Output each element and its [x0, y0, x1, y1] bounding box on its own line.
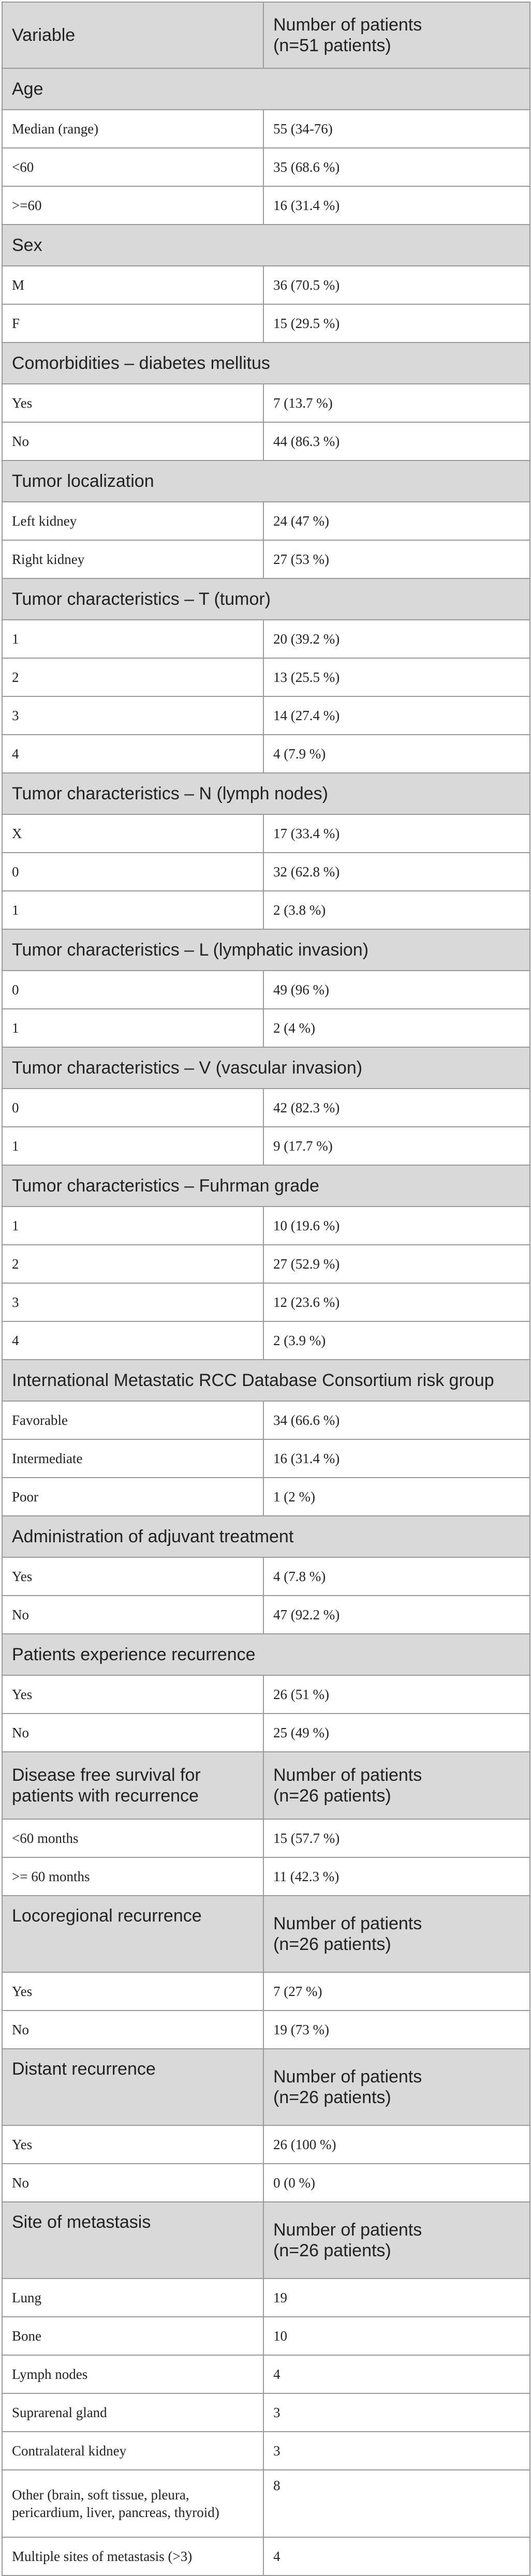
sub-header-site-of-metastasis [2, 2202, 530, 2279]
sub-header-disease-free-survival [2, 1752, 530, 1819]
section-adjuvant-treatment [2, 1516, 530, 1557]
row-label: 4 [2, 1321, 263, 1360]
table-row [2, 148, 530, 186]
row-value: 44 (86.3 %) [263, 422, 530, 460]
row-value: 15 (57.7 %) [263, 1819, 530, 1857]
section-title: Age [2, 68, 530, 110]
row-value: 26 (100 %) [263, 2125, 530, 2164]
row-value: 8 [263, 2470, 530, 2537]
section-title: Tumor localization [2, 460, 530, 502]
row-value: 10 (19.6 %) [263, 1207, 530, 1245]
table-row [2, 2393, 530, 2432]
row-label: Median (range) [2, 110, 263, 148]
table-row [2, 540, 530, 578]
table-row [2, 735, 530, 773]
section-comorbidities [2, 343, 530, 384]
row-value: 47 (92.2 %) [263, 1596, 530, 1634]
sub-count-line1: Number of patients [273, 1914, 422, 1933]
table-row [2, 696, 530, 735]
table-row [2, 2279, 530, 2317]
table-row [2, 1009, 530, 1047]
row-label: Contralateral kidney [2, 2432, 263, 2470]
row-label [2, 2470, 263, 2537]
header-variable: Variable [2, 2, 263, 68]
row-label: 4 [2, 735, 263, 773]
sub-count-line1: Number of patients [273, 2220, 422, 2240]
header-patients [263, 2, 530, 68]
table-row [2, 266, 530, 304]
row-value: 4 (7.8 %) [263, 1557, 530, 1596]
row-label: 2 [2, 658, 263, 696]
row-value: 34 (66.6 %) [263, 1401, 530, 1439]
row-value: 10 [263, 2317, 530, 2355]
table-row [2, 853, 530, 891]
row-label: Lymph nodes [2, 2355, 263, 2393]
table-row [2, 971, 530, 1009]
row-label: >= 60 months [2, 1857, 263, 1896]
row-label: Suprarenal gland [2, 2393, 263, 2432]
section-title: Tumor characteristics – V (vascular invasion) [2, 1047, 530, 1089]
row-label: No [2, 2164, 263, 2202]
row-value: 9 (17.7 %) [263, 1127, 530, 1165]
section-title: Tumor characteristics – T (tumor) [2, 578, 530, 620]
table-header-row [2, 2, 530, 68]
sub-header-title: Locoregional recurrence [2, 1896, 263, 1972]
header-patients-line1: Number of patients [273, 15, 422, 35]
section-tumor-l [2, 929, 530, 971]
table-row [2, 1283, 530, 1321]
row-label: Yes [2, 2125, 263, 2164]
row-label: No [2, 2011, 263, 2049]
sub-header-title: Site of metastasis [2, 2202, 263, 2279]
sub-header-count [263, 1896, 530, 1972]
sub-header-title: Distant recurrence [2, 2049, 263, 2125]
row-label: Lung [2, 2279, 263, 2317]
sub-header-title [2, 1752, 263, 1819]
row-value: 32 (62.8 %) [263, 853, 530, 891]
sub-count-line1: Number of patients [273, 1765, 422, 1785]
row-label: Yes [2, 1675, 263, 1714]
row-label: Poor [2, 1478, 263, 1516]
table-row [2, 2011, 530, 2049]
sub-count-line1: Number of patients [273, 2067, 422, 2087]
row-value: 20 (39.2 %) [263, 620, 530, 658]
row-label: 2 [2, 1245, 263, 1283]
row-value: 2 (3.9 %) [263, 1321, 530, 1360]
row-label: 1 [2, 1127, 263, 1165]
table-row [2, 2355, 530, 2393]
row-value: 24 (47 %) [263, 502, 530, 540]
sub-header-count [263, 2202, 530, 2279]
section-title: Comorbidities – diabetes mellitus [2, 343, 530, 384]
row-value: 15 (29.5 %) [263, 304, 530, 343]
row-value: 55 (34-76) [263, 110, 530, 148]
row-value: 49 (96 %) [263, 971, 530, 1009]
sub-count-line2: (n=26 patients) [273, 2088, 391, 2107]
row-value: 19 [263, 2279, 530, 2317]
table-row [2, 422, 530, 460]
row-value: 4 (7.9 %) [263, 735, 530, 773]
row-label: Intermediate [2, 1439, 263, 1478]
table-row [2, 1857, 530, 1896]
table-row [2, 814, 530, 853]
row-label: 1 [2, 1009, 263, 1047]
row-label: F [2, 304, 263, 343]
table-row [2, 1478, 530, 1516]
row-value: 3 [263, 2393, 530, 2432]
row-value: 4 [263, 2355, 530, 2393]
section-title: International Metastatic RCC Database Consortium risk group [2, 1360, 530, 1401]
row-value: 16 (31.4 %) [263, 186, 530, 225]
sub-title-line2: patients with recurrence [12, 1786, 199, 1806]
row-value: 3 [263, 2432, 530, 2470]
row-value: 27 (52.9 %) [263, 1245, 530, 1283]
section-title: Administration of adjuvant treatment [2, 1516, 530, 1557]
table-row [2, 1127, 530, 1165]
row-value: 42 (82.3 %) [263, 1089, 530, 1127]
row-value: 7 (27 %) [263, 1972, 530, 2011]
row-label: Yes [2, 1972, 263, 2011]
section-recurrence [2, 1634, 530, 1675]
table-row [2, 1439, 530, 1478]
section-title: Patients experience recurrence [2, 1634, 530, 1675]
row-label: >=60 [2, 186, 263, 225]
row-value: 4 [263, 2537, 530, 2575]
row-value: 12 (23.6 %) [263, 1283, 530, 1321]
table-row [2, 658, 530, 696]
row-value: 27 (53 %) [263, 540, 530, 578]
row-label: 1 [2, 620, 263, 658]
table-row [2, 1596, 530, 1634]
table-row [2, 2470, 530, 2537]
section-title: Tumor characteristics – N (lymph nodes) [2, 773, 530, 814]
row-value: 7 (13.7 %) [263, 384, 530, 422]
section-age [2, 68, 530, 110]
table-row [2, 304, 530, 343]
row-value: 36 (70.5 %) [263, 266, 530, 304]
row-value: 14 (27.4 %) [263, 696, 530, 735]
row-label: Yes [2, 384, 263, 422]
row-label: 0 [2, 1089, 263, 1127]
section-tumor-t [2, 578, 530, 620]
row-value: 26 (51 %) [263, 1675, 530, 1714]
section-tumor-v [2, 1047, 530, 1089]
sub-header-count [263, 2049, 530, 2125]
sub-title-line1: Disease free survival for [12, 1765, 201, 1785]
sub-count-line2: (n=26 patients) [273, 1786, 391, 1806]
sub-count-line2: (n=26 patients) [273, 1934, 391, 1954]
table-row [2, 1089, 530, 1127]
section-fuhrman-grade [2, 1165, 530, 1207]
section-imdc-risk-group [2, 1360, 530, 1401]
table-row [2, 502, 530, 540]
section-tumor-localization [2, 460, 530, 502]
table-row [2, 1401, 530, 1439]
row-value: 1 (2 %) [263, 1478, 530, 1516]
row-value: 0 (0 %) [263, 2164, 530, 2202]
section-title: Sex [2, 225, 530, 266]
table-row [2, 186, 530, 225]
sub-count-line2: (n=26 patients) [273, 2241, 391, 2260]
row-label: 1 [2, 1207, 263, 1245]
row-value: 17 (33.4 %) [263, 814, 530, 853]
row-value: 35 (68.6 %) [263, 148, 530, 186]
row-label-line2: pericardium, liver, pancreas, thyroid) [12, 2505, 219, 2520]
row-label: No [2, 1596, 263, 1634]
table-row [2, 1675, 530, 1714]
row-label: <60 [2, 148, 263, 186]
row-label: Right kidney [2, 540, 263, 578]
row-value: 2 (3.8 %) [263, 891, 530, 929]
row-label-line1: Other (brain, soft tissue, pleura, [12, 2487, 189, 2503]
table-row [2, 2125, 530, 2164]
table-row [2, 384, 530, 422]
table-row [2, 1557, 530, 1596]
sub-header-locoregional-recurrence [2, 1896, 530, 1972]
row-value: 2 (4 %) [263, 1009, 530, 1047]
row-label: Bone [2, 2317, 263, 2355]
row-label: 3 [2, 696, 263, 735]
row-value: 11 (42.3 %) [263, 1857, 530, 1896]
table-row [2, 2432, 530, 2470]
row-value: 16 (31.4 %) [263, 1439, 530, 1478]
table-row [2, 1714, 530, 1752]
table-row [2, 1819, 530, 1857]
row-label: Multiple sites of metastasis (>3) [2, 2537, 263, 2575]
sub-header-distant-recurrence [2, 2049, 530, 2125]
row-label: <60 months [2, 1819, 263, 1857]
row-label: No [2, 422, 263, 460]
row-label: 3 [2, 1283, 263, 1321]
table-row [2, 110, 530, 148]
section-title: Tumor characteristics – L (lymphatic invasion) [2, 929, 530, 971]
table-row [2, 2537, 530, 2575]
table-row [2, 1321, 530, 1360]
section-sex [2, 225, 530, 266]
row-label: 0 [2, 971, 263, 1009]
table-row [2, 2317, 530, 2355]
row-value: 19 (73 %) [263, 2011, 530, 2049]
row-label: No [2, 1714, 263, 1752]
table-body [2, 2, 530, 2575]
patient-characteristics-table [2, 2, 530, 2576]
table-row [2, 620, 530, 658]
row-label: X [2, 814, 263, 853]
table-row [2, 1972, 530, 2011]
row-value: 25 (49 %) [263, 1714, 530, 1752]
row-label: 1 [2, 891, 263, 929]
table-row [2, 2164, 530, 2202]
table-row [2, 1207, 530, 1245]
header-patients-line2: (n=51 patients) [273, 36, 391, 55]
row-value: 13 (25.5 %) [263, 658, 530, 696]
table-row [2, 891, 530, 929]
row-label: Yes [2, 1557, 263, 1596]
row-label: Left kidney [2, 502, 263, 540]
section-title: Tumor characteristics – Fuhrman grade [2, 1165, 530, 1207]
sub-header-count [263, 1752, 530, 1819]
table-row [2, 1245, 530, 1283]
section-tumor-n [2, 773, 530, 814]
row-label: 0 [2, 853, 263, 891]
row-label: Favorable [2, 1401, 263, 1439]
row-label: M [2, 266, 263, 304]
